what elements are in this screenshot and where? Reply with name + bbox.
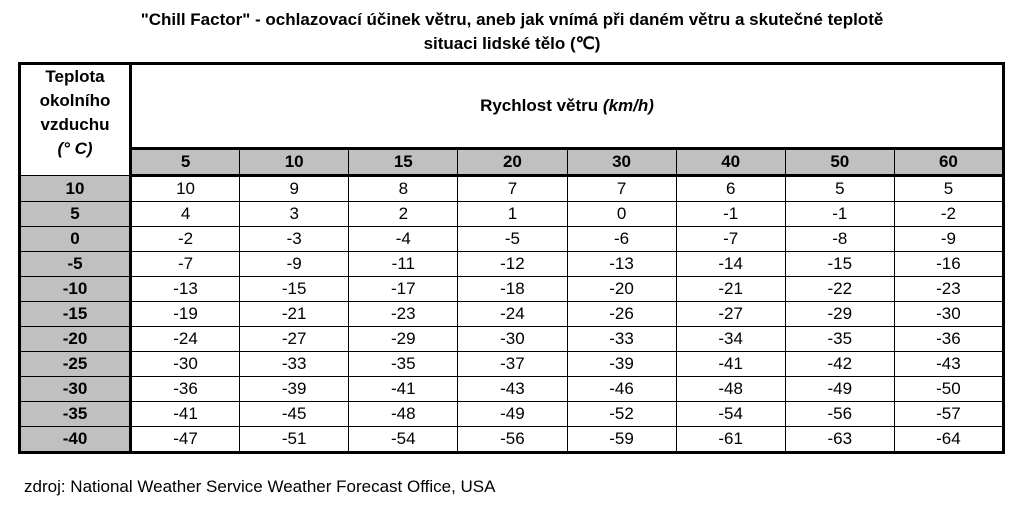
chill-value-cell: -54 (676, 402, 785, 427)
chill-value-cell: 4 (131, 202, 240, 227)
chill-value-cell: -63 (785, 427, 894, 453)
chill-value-cell: -30 (131, 352, 240, 377)
chill-value-cell: 5 (785, 176, 894, 202)
chill-value-cell: -41 (349, 377, 458, 402)
chill-value-cell: -41 (131, 402, 240, 427)
wind-speed-row (20, 149, 1004, 176)
chill-value-cell: -35 (785, 327, 894, 352)
chill-value-cell: -3 (240, 227, 349, 252)
table-row (20, 427, 1004, 453)
chill-value-cell: -6 (567, 227, 676, 252)
chill-value-cell: -56 (458, 427, 567, 453)
chill-value-cell: -33 (567, 327, 676, 352)
chill-value-cell: -48 (676, 377, 785, 402)
chill-value-cell: -2 (894, 202, 1003, 227)
chill-value-cell: -20 (567, 277, 676, 302)
wind-speed-cell: 40 (676, 149, 785, 176)
wind-speed-cell: 5 (131, 149, 240, 176)
chill-value-cell: 10 (131, 176, 240, 202)
chill-value-cell: -7 (676, 227, 785, 252)
chill-value-cell: -12 (458, 252, 567, 277)
chill-value-cell: -45 (240, 402, 349, 427)
chill-value-cell: -14 (676, 252, 785, 277)
chill-value-cell: 3 (240, 202, 349, 227)
table-row (20, 277, 1004, 302)
table-row (20, 352, 1004, 377)
chill-value-cell: -15 (240, 277, 349, 302)
title-line-2: situaci lidské tělo (℃) (423, 34, 601, 53)
chill-value-cell: -29 (785, 302, 894, 327)
table-row (20, 227, 1004, 252)
chill-value-cell: -48 (349, 402, 458, 427)
temperature-cell: -15 (20, 302, 131, 327)
chill-value-cell: -30 (894, 302, 1003, 327)
temperature-header (20, 64, 131, 176)
chill-value-cell: -5 (458, 227, 567, 252)
chill-value-cell: -54 (349, 427, 458, 453)
table-row (20, 377, 1004, 402)
chill-value-cell: -27 (240, 327, 349, 352)
chill-value-cell: -57 (894, 402, 1003, 427)
chill-value-cell: -24 (131, 327, 240, 352)
chill-value-cell: -43 (894, 352, 1003, 377)
chill-value-cell: -21 (240, 302, 349, 327)
wind-speed-unit: (km/h) (602, 96, 654, 115)
chill-value-cell: -64 (894, 427, 1003, 453)
header-row (20, 64, 1004, 149)
chill-value-cell: -39 (567, 352, 676, 377)
wind-speed-cell: 60 (894, 149, 1003, 176)
chill-value-cell: -23 (894, 277, 1003, 302)
chill-value-cell: -16 (894, 252, 1003, 277)
table-row (20, 202, 1004, 227)
temperature-header-line-2: okolního (39, 91, 111, 110)
chill-value-cell: -17 (349, 277, 458, 302)
chill-value-cell: -24 (458, 302, 567, 327)
chill-value-cell: -9 (894, 227, 1003, 252)
title-line-1: "Chill Factor" - ochlazovací účinek větru, aneb jak vnímá při daném větru a skutečné teplotě (140, 10, 884, 29)
wind-speed-cell: 50 (785, 149, 894, 176)
chill-value-cell: 9 (240, 176, 349, 202)
chill-value-cell: -15 (785, 252, 894, 277)
table-row (20, 327, 1004, 352)
wind-speed-cell: 20 (458, 149, 567, 176)
chill-value-cell: -59 (567, 427, 676, 453)
table-row (20, 402, 1004, 427)
temperature-unit: (° C) (57, 139, 93, 158)
chill-value-cell: -61 (676, 427, 785, 453)
wind-speed-cell: 10 (240, 149, 349, 176)
chill-value-cell: 7 (458, 176, 567, 202)
temperature-cell: 10 (20, 176, 131, 202)
chill-value-cell: -49 (458, 402, 567, 427)
chill-value-cell: -8 (785, 227, 894, 252)
chill-value-cell: -13 (131, 277, 240, 302)
chill-value-cell: 5 (894, 176, 1003, 202)
chill-value-cell: -23 (349, 302, 458, 327)
chill-value-cell: -9 (240, 252, 349, 277)
wind-speed-header (131, 64, 1004, 149)
chill-value-cell: -7 (131, 252, 240, 277)
chill-value-cell: 0 (567, 202, 676, 227)
chill-value-cell: -33 (240, 352, 349, 377)
chill-value-cell: -1 (785, 202, 894, 227)
chill-value-cell: 7 (567, 176, 676, 202)
temperature-cell: -25 (20, 352, 131, 377)
temperature-header-line-1: Teplota (45, 67, 105, 86)
chill-value-cell: -27 (676, 302, 785, 327)
chill-value-cell: -47 (131, 427, 240, 453)
chill-value-cell: -1 (676, 202, 785, 227)
chill-value-cell: -34 (676, 327, 785, 352)
temperature-cell: -20 (20, 327, 131, 352)
source-note: zdroj: National Weather Service Weather Forecast Office, USA (24, 477, 496, 496)
chill-value-cell: -36 (131, 377, 240, 402)
chill-value-cell: -2 (131, 227, 240, 252)
chill-value-cell: -43 (458, 377, 567, 402)
chill-value-cell: -36 (894, 327, 1003, 352)
wind-speed-cell: 30 (567, 149, 676, 176)
chill-value-cell: -56 (785, 402, 894, 427)
temperature-header-line-3: vzduchu (40, 115, 110, 134)
temperature-cell: 0 (20, 227, 131, 252)
temperature-cell: 5 (20, 202, 131, 227)
chill-value-cell: -21 (676, 277, 785, 302)
wind-speed-cell: 15 (349, 149, 458, 176)
temperature-cell: -40 (20, 427, 131, 453)
chill-value-cell: -41 (676, 352, 785, 377)
chill-value-cell: 8 (349, 176, 458, 202)
temperature-cell: -35 (20, 402, 131, 427)
chill-value-cell: -30 (458, 327, 567, 352)
chill-value-cell: -11 (349, 252, 458, 277)
wind-chill-table (18, 62, 1005, 454)
chill-value-cell: -22 (785, 277, 894, 302)
chill-value-cell: -4 (349, 227, 458, 252)
temperature-cell: -10 (20, 277, 131, 302)
chill-value-cell: -49 (785, 377, 894, 402)
table-row (20, 302, 1004, 327)
chill-value-cell: -37 (458, 352, 567, 377)
chill-value-cell: -35 (349, 352, 458, 377)
chill-value-cell: -13 (567, 252, 676, 277)
chill-value-cell: -50 (894, 377, 1003, 402)
chill-value-cell: -26 (567, 302, 676, 327)
chill-value-cell: -51 (240, 427, 349, 453)
table-row (20, 176, 1004, 202)
chill-value-cell: 6 (676, 176, 785, 202)
chill-value-cell: -52 (567, 402, 676, 427)
wind-speed-label: Rychlost větru (480, 96, 599, 115)
temperature-cell: -30 (20, 377, 131, 402)
chill-value-cell: 2 (349, 202, 458, 227)
table-row (20, 252, 1004, 277)
chill-value-cell: -39 (240, 377, 349, 402)
page-title (0, 8, 1024, 56)
chill-value-cell: -42 (785, 352, 894, 377)
chill-value-cell: -18 (458, 277, 567, 302)
temperature-cell: -5 (20, 252, 131, 277)
chill-value-cell: 1 (458, 202, 567, 227)
chill-value-cell: -46 (567, 377, 676, 402)
chill-value-cell: -19 (131, 302, 240, 327)
chill-value-cell: -29 (349, 327, 458, 352)
